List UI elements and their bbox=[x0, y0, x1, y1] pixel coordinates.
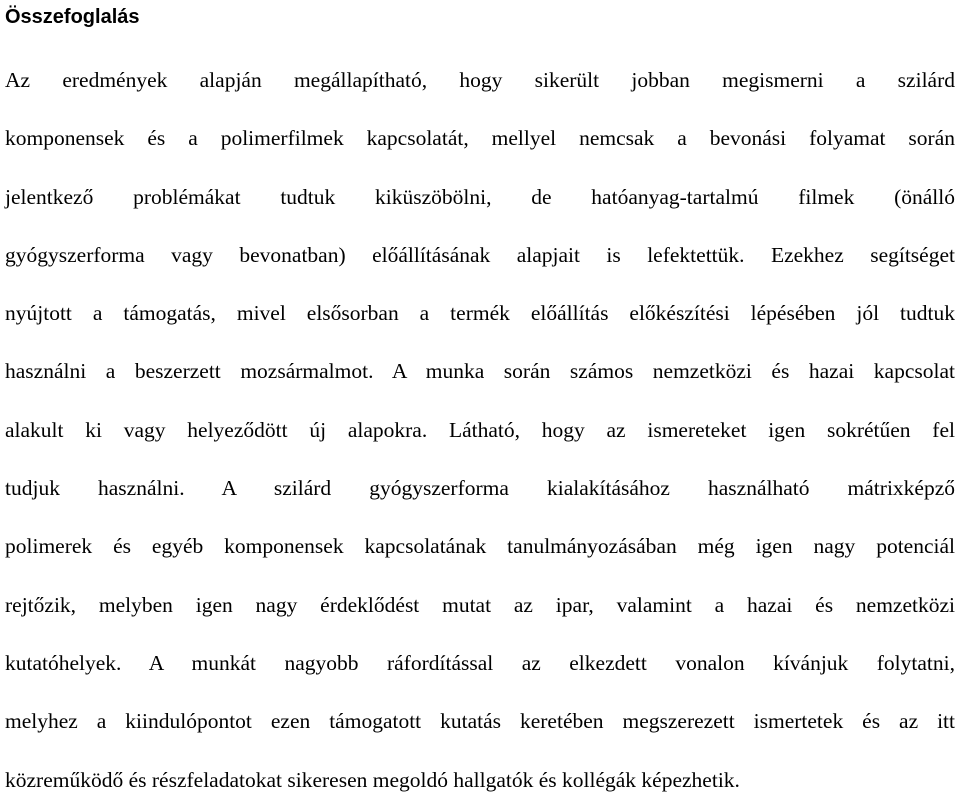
paragraph-line: kutatóhelyek. A munkát nagyobb ráfordítással az elkezdett vonalon kívánjuk folytatni, bbox=[5, 650, 955, 675]
paragraph-line: használni a beszerzett mozsármalmot. A munka során számos nemzetközi és hazai kapcsolat bbox=[5, 359, 955, 384]
paragraph-line: melyhez a kiindulópontot ezen támogatott kutatás keretében megszerezett ismertetek és az itt bbox=[5, 709, 955, 734]
section-heading: Összefoglalás bbox=[5, 6, 140, 28]
paragraph-line: tudjuk használni. A szilárd gyógyszerforma kialakításához használható mátrixképző bbox=[5, 476, 955, 501]
summary-paragraph bbox=[5, 51, 955, 809]
paragraph-line: rejtőzik, melyben igen nagy érdeklődést mutat az ipar, valamint a hazai és nemzetközi bbox=[5, 592, 955, 617]
paragraph-line: közreműködő és részfeladatokat sikeresen megoldó hallgatók és kollégák képezhetik. bbox=[5, 767, 740, 792]
document-page bbox=[5, 0, 955, 809]
paragraph-line: polimerek és egyéb komponensek kapcsolatának tanulmányozásában még igen nagy potenciál bbox=[5, 534, 955, 559]
paragraph-line: komponensek és a polimerfilmek kapcsolatát, mellyel nemcsak a bevonási folyamat során bbox=[5, 126, 955, 151]
paragraph-line: Az eredmények alapján megállapítható, hogy sikerült jobban megismerni a szilárd bbox=[5, 68, 955, 92]
paragraph-line: nyújtott a támogatás, mivel elsősorban a termék előállítás előkészítési lépésében jól tudtuk bbox=[5, 301, 955, 326]
paragraph-line: gyógyszerforma vagy bevonatban) előállításának alapjait is lefektettük. Ezekhez segítséget bbox=[5, 242, 955, 267]
paragraph-line: jelentkező problémákat tudtuk kiküszöbölni, de hatóanyag-tartalmú filmek (önálló bbox=[5, 184, 955, 209]
paragraph-line: alakult ki vagy helyeződött új alapokra. Látható, hogy az ismereteket igen sokrétűen fel bbox=[5, 417, 955, 442]
